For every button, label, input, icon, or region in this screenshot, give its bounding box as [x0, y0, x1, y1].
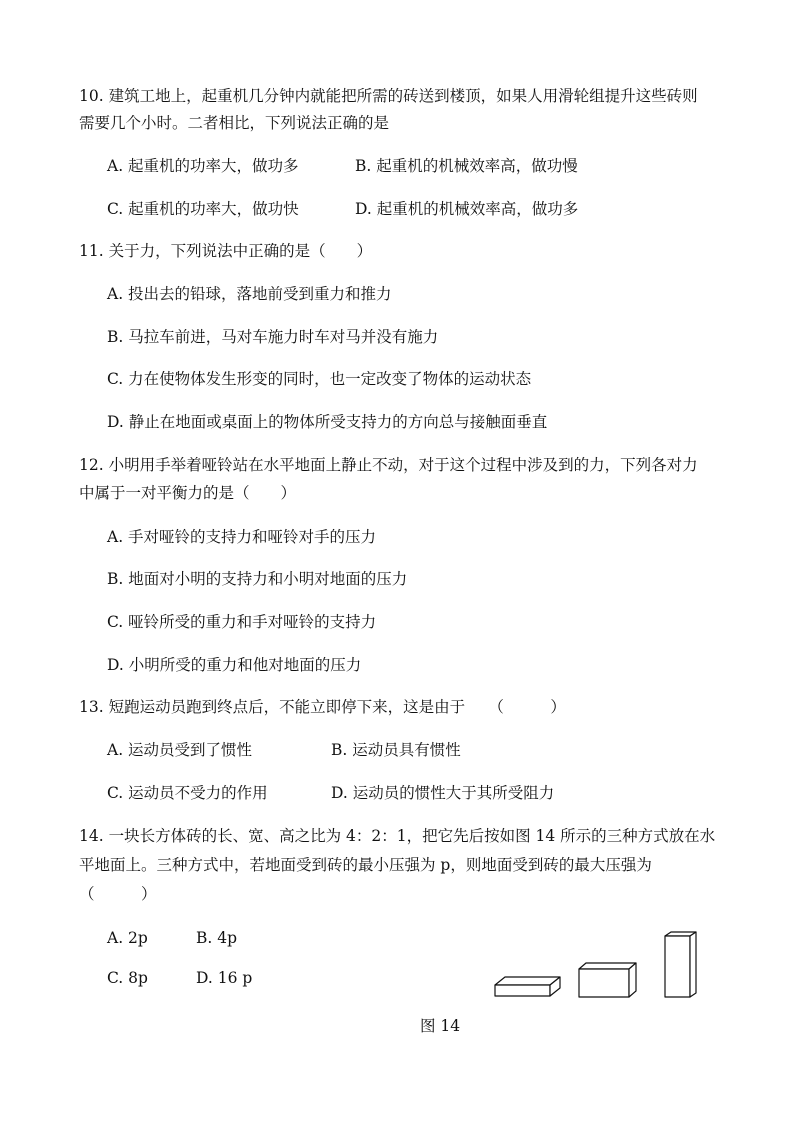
question-10-option-d: D. 起重机的机械效率高，做功多 — [355, 200, 579, 218]
question-14-option-c: C. 8p — [107, 969, 148, 987]
question-12-option-d: D. 小明所受的重力和他对地面的压力 — [107, 656, 362, 674]
brick-side — [579, 963, 636, 997]
question-14-line-3: （ ） — [79, 885, 157, 903]
question-13-option-d: D. 运动员的惯性大于其所受阻力 — [331, 784, 555, 802]
figure-14-bricks — [490, 930, 705, 1002]
question-13-line-1: 13. 短跑运动员跑到终点后，不能立即停下来，这是由于 （ ） — [79, 698, 566, 716]
question-12-option-c: C. 哑铃所受的重力和手对哑铃的支持力 — [107, 613, 377, 631]
question-11-option-c: C. 力在使物体发生形变的同时，也一定改变了物体的运动状态 — [107, 370, 532, 388]
question-10-option-c: C. 起重机的功率大，做功快 — [107, 200, 299, 218]
question-14-line-2: 平地面上。三种方式中，若地面受到砖的最小压强为 p，则地面受到砖的最大压强为 — [79, 856, 652, 874]
question-14-option-a: A. 2p — [107, 929, 148, 947]
question-13-option-a: A. 运动员受到了惯性 — [107, 741, 253, 759]
question-12-option-b: B. 地面对小明的支持力和小明对地面的压力 — [107, 570, 408, 588]
question-10-line-1: 10. 建筑工地上，起重机几分钟内就能把所需的砖送到楼顶，如果人用滑轮组提升这些砖则 — [79, 87, 698, 105]
question-10-option-a: A. 起重机的功率大，做功多 — [107, 157, 299, 175]
brick-flat — [495, 977, 560, 996]
question-13-option-b: B. 运动员具有惯性 — [331, 741, 461, 759]
question-11-option-b: B. 马拉车前进，马对车施力时车对马并没有施力 — [107, 328, 439, 346]
brick-upright — [665, 932, 696, 997]
question-12-line-2: 中属于一对平衡力的是（ ） — [79, 484, 297, 502]
question-13-option-c: C. 运动员不受力的作用 — [107, 784, 268, 802]
question-10-option-b: B. 起重机的机械效率高，做功慢 — [355, 157, 578, 175]
question-11-option-a: A. 投出去的铅球，落地前受到重力和推力 — [107, 285, 392, 303]
figure-14-caption: 图 14 — [420, 1017, 461, 1035]
question-14-line-1: 14. 一块长方体砖的长、宽、高之比为 4：2：1，把它先后按如图 14 所示的三种方式放在水 — [79, 827, 716, 845]
question-14-option-b: B. 4p — [196, 929, 238, 947]
question-12-option-a: A. 手对哑铃的支持力和哑铃对手的压力 — [107, 528, 377, 546]
question-11-line-1: 11. 关于力，下列说法中正确的是（ ） — [79, 242, 373, 260]
question-12-line-1: 12. 小明用手举着哑铃站在水平地面上静止不动，对于这个过程中涉及到的力，下列各对力 — [79, 456, 698, 474]
question-14-option-d: D. 16 p — [196, 969, 253, 987]
question-11-option-d: D. 静止在地面或桌面上的物体所受支持力的方向总与接触面垂直 — [107, 413, 548, 431]
question-10-line-2: 需要几个小时。二者相比，下列说法正确的是 — [79, 114, 390, 132]
